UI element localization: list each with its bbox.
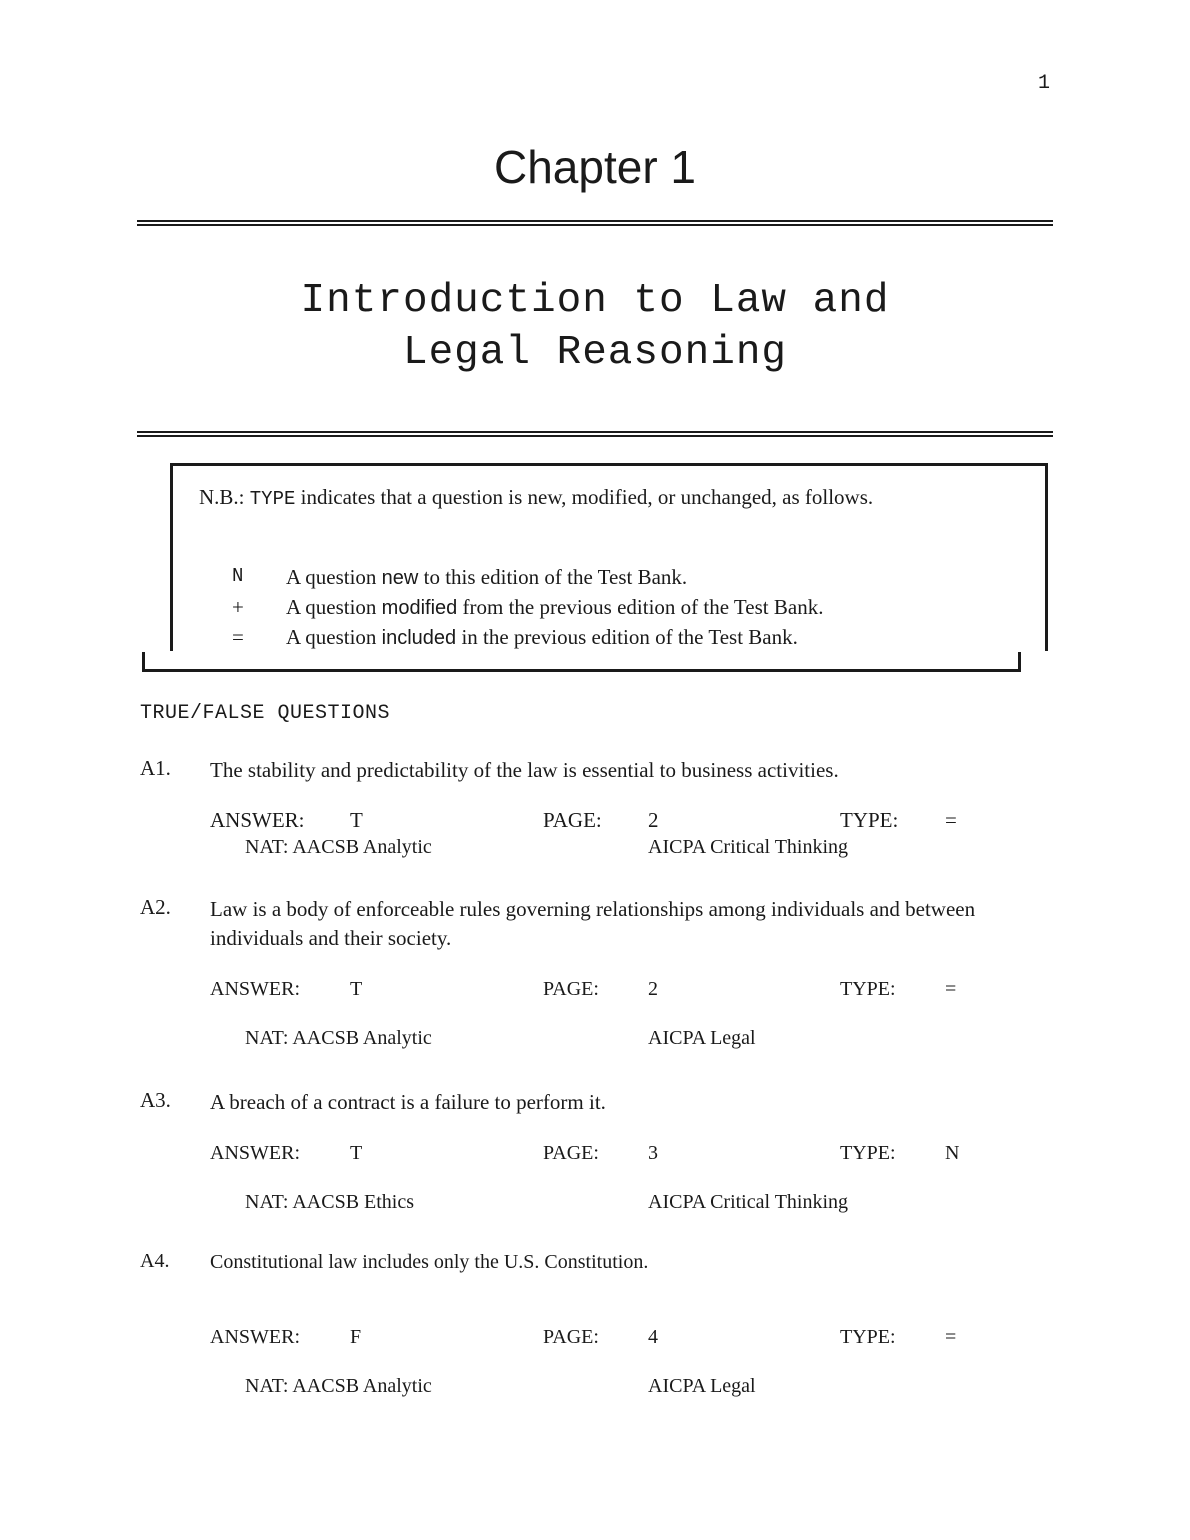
aicpa-tag: AICPA Critical Thinking (648, 1191, 849, 1213)
answer-value: T (350, 978, 363, 1000)
nat-tag: NAT: AACSB Analytic (245, 1375, 432, 1397)
question-text: The stability and predictability of the law is essential to business activities. (210, 758, 839, 782)
page-label: PAGE: (543, 978, 599, 1000)
page-label: PAGE: (543, 808, 602, 832)
legend-keyword: modified (381, 597, 458, 619)
question-text: A breach of a contract is a failure to perform it. (210, 1090, 606, 1114)
type-value: N (945, 1142, 960, 1164)
answer-value: F (350, 1326, 362, 1348)
legend-text: A question included in the previous edition of the Test Bank. (286, 625, 798, 649)
page-value: 3 (648, 1142, 658, 1164)
type-value: = (945, 1326, 957, 1348)
page-number: 1 (1037, 72, 1050, 95)
question-number: A3. (140, 1088, 171, 1112)
legend-symbol: + (232, 595, 244, 619)
type-value: = (945, 978, 957, 1000)
answer-label: ANSWER: (210, 978, 300, 1000)
page-value: 2 (648, 978, 658, 1000)
legend-keyword: included (381, 627, 457, 649)
top-double-rule (137, 220, 1053, 226)
answer-label: ANSWER: (210, 808, 305, 832)
page-value: 4 (648, 1326, 658, 1348)
question-text: Law is a body of enforceable rules governing relationships among individuals and between individuals and their society. (210, 897, 976, 950)
type-label: TYPE: (840, 808, 899, 832)
legend-text: A question modified from the previous edition of the Test Bank. (286, 595, 824, 619)
subtitle-line-2: Legal Reasoning (402, 330, 788, 376)
answer-label: ANSWER: (210, 1142, 300, 1164)
nat-tag: NAT: AACSB Analytic (245, 836, 432, 858)
legend-text: A question new to this edition of the Test Bank. (286, 565, 688, 589)
notice-prefix: N.B.: (199, 485, 250, 509)
aicpa-tag: AICPA Legal (648, 1375, 756, 1397)
notice-box-bracket (142, 652, 1021, 672)
page-label: PAGE: (543, 1142, 599, 1164)
question-text: Constitutional law includes only the U.S. Constitution. (210, 1251, 649, 1273)
section-heading: TRUE/FALSE QUESTIONS (140, 702, 391, 725)
type-label: TYPE: (840, 978, 896, 1000)
aicpa-tag: AICPA Critical Thinking (648, 836, 849, 858)
question-number: A4. (140, 1250, 170, 1272)
notice-type-word: TYPE (249, 488, 296, 510)
type-value: = (945, 808, 957, 832)
question-number: A1. (140, 756, 171, 780)
legend-symbol: N (232, 565, 244, 587)
nat-tag: NAT: AACSB Analytic (245, 1027, 432, 1049)
answer-value: T (350, 1142, 363, 1164)
type-label: TYPE: (840, 1142, 896, 1164)
answer-value: T (350, 808, 363, 832)
type-label: TYPE: (840, 1326, 896, 1348)
legend-symbol: = (232, 625, 244, 649)
nat-tag: NAT: AACSB Ethics (245, 1191, 415, 1213)
aicpa-tag: AICPA Legal (648, 1027, 756, 1049)
page-label: PAGE: (543, 1326, 599, 1348)
bottom-double-rule (137, 431, 1053, 437)
page-value: 2 (648, 808, 659, 832)
chapter-subtitle (0, 275, 1190, 379)
question-number: A2. (140, 895, 171, 919)
answer-label: ANSWER: (210, 1326, 300, 1348)
notice-intro (199, 483, 999, 514)
legend-keyword: new (381, 567, 419, 589)
chapter-title: Chapter 1 (493, 141, 696, 193)
subtitle-line-1: Introduction to Law and (300, 278, 890, 324)
notice-text: indicates that a question is new, modified, or unchanged, as follows. (295, 485, 874, 509)
